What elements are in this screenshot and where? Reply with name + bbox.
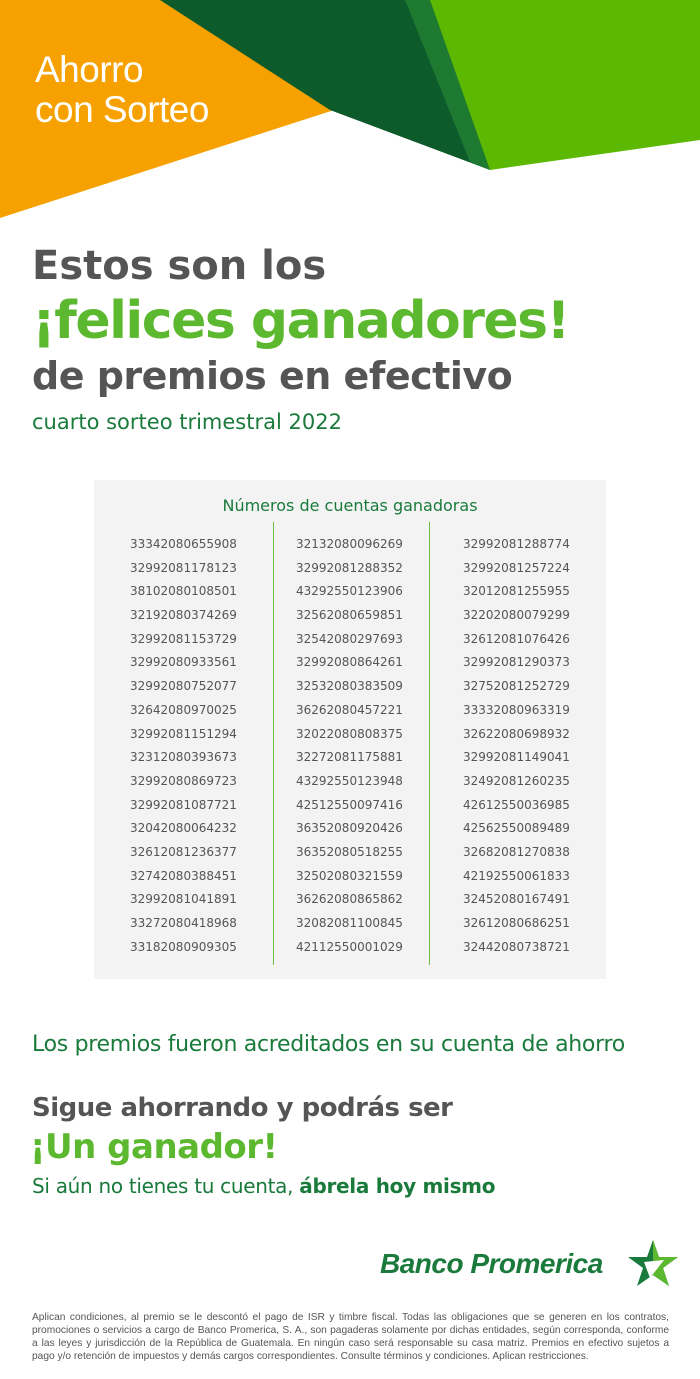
- account-number: 32992081041891: [130, 892, 237, 907]
- account-number: 32642080970025: [130, 702, 237, 717]
- account-number: 32132080096269: [296, 537, 403, 551]
- account-number: 32502080321559: [296, 868, 403, 883]
- winning-accounts-panel: [94, 480, 606, 979]
- account-number: 42612550036985: [463, 797, 570, 812]
- account-number: 32622080698932: [463, 726, 570, 741]
- account-number: 43292550123906: [296, 584, 403, 599]
- credited-message: Los premios fueron acreditados en su cuenta de ahorro: [32, 1032, 625, 1057]
- account-number: 36262080865862: [296, 892, 403, 907]
- account-number: 32012081255955: [463, 584, 570, 599]
- account-number: 32992080869723: [130, 773, 237, 788]
- account-number: 33342080655908: [130, 537, 237, 551]
- account-number: 32992081290373: [463, 655, 570, 670]
- headline-subtitle: cuarto sorteo trimestral 2022: [32, 410, 342, 434]
- account-number: 32612081236377: [130, 844, 237, 859]
- account-number: 43292550123948: [296, 773, 403, 788]
- account-number: 33332080963319: [463, 702, 570, 717]
- account-number: 32992081178123: [130, 560, 237, 575]
- account-number: 42112550001029: [296, 939, 403, 954]
- account-number: 36262080457221: [296, 702, 403, 717]
- legal-disclaimer: Aplican condiciones, al premio se le descontó el pago de ISR y timbre fiscal. Todas las obligaciones que se generen en los contratos, promociones o servicios a cargo de Banco Promerica, S. A., son pagaderas solamente por dichas entidades, según corresponda, conforme a las leyes y jurisdicción de la República de Guatemala. En ningún caso será responsable su casa matriz. Premios en efectivo sujetos a pago y/o retención de impuestos y demás cargos correspondientes. Consulte términos y condiciones. Aplican restricciones.: [32, 1312, 669, 1362]
- account-number: 32992081087721: [130, 797, 237, 812]
- banner-title-line1: Ahorro: [35, 49, 144, 90]
- star-logo-icon: [626, 1238, 680, 1288]
- account-number: 32492081260235: [463, 773, 570, 788]
- headline-line3: de premios en efectivo: [32, 354, 513, 398]
- open-account-link[interactable]: ábrela hoy mismo: [299, 1174, 496, 1198]
- account-number: 33272080418968: [130, 916, 237, 930]
- account-number: 32442080738721: [463, 939, 570, 954]
- account-number: 32612081076426: [463, 631, 570, 646]
- account-number: 32992081257224: [463, 560, 570, 575]
- banner-title-line2: con Sorteo: [35, 89, 209, 130]
- account-number: 32992080933561: [130, 655, 237, 670]
- account-number: 32992081288774: [463, 537, 570, 551]
- account-number: 32082081100845: [296, 916, 403, 930]
- open-account-prefix: Si aún no tienes tu cuenta,: [32, 1174, 300, 1198]
- panel-title: Números de cuentas ganadoras: [222, 496, 478, 515]
- account-number: 32992080752077: [130, 679, 237, 694]
- account-number: 32542080297693: [296, 631, 403, 646]
- account-number: 32682081270838: [463, 844, 570, 859]
- account-number: 32992081149041: [463, 750, 570, 765]
- bank-logo: [380, 1238, 680, 1288]
- account-number: 36352080920426: [296, 821, 403, 836]
- bank-logo-text: Banco Promerica: [380, 1248, 603, 1279]
- account-column-2: [296, 536, 456, 962]
- account-number: 32202080079299: [463, 608, 570, 623]
- account-number: 32272081175881: [296, 750, 403, 765]
- account-column-1: [130, 536, 290, 962]
- headline-line1: Estos son los: [32, 243, 327, 289]
- account-number: 32192080374269: [130, 608, 237, 623]
- winner-text: ¡Un ganador!: [30, 1127, 278, 1167]
- account-number: 36352080518255: [296, 844, 403, 859]
- account-number: 32752081252729: [463, 679, 570, 694]
- account-number: 42562550089489: [463, 821, 570, 836]
- headline: [32, 240, 569, 440]
- account-number: 42192550061833: [463, 868, 570, 883]
- account-number: 32042080064232: [130, 821, 237, 836]
- account-number: 38102080108501: [130, 584, 237, 599]
- header-banner: [0, 0, 700, 230]
- account-number: 33182080909305: [130, 939, 237, 954]
- account-number: 32992081151294: [130, 726, 237, 741]
- banner-title: [35, 50, 209, 130]
- account-number: 32532080383509: [296, 679, 403, 694]
- headline-winners: ¡felices ganadores!: [32, 291, 569, 351]
- account-number: 32992081288352: [296, 560, 403, 575]
- keep-saving-text: Sigue ahorrando y podrás ser: [32, 1093, 453, 1123]
- account-number: 32562080659851: [296, 608, 403, 623]
- open-account-text: [32, 1174, 495, 1198]
- account-number: 42512550097416: [296, 797, 403, 812]
- account-column-3: [463, 536, 623, 962]
- account-number: 32992081153729: [130, 631, 237, 646]
- account-number: 32452080167491: [463, 892, 570, 907]
- account-number: 32022080808375: [296, 726, 403, 741]
- account-number: 32312080393673: [130, 750, 237, 765]
- account-number: 32742080388451: [130, 868, 237, 883]
- account-number: 32992080864261: [296, 655, 403, 670]
- account-number: 32612080686251: [463, 916, 570, 930]
